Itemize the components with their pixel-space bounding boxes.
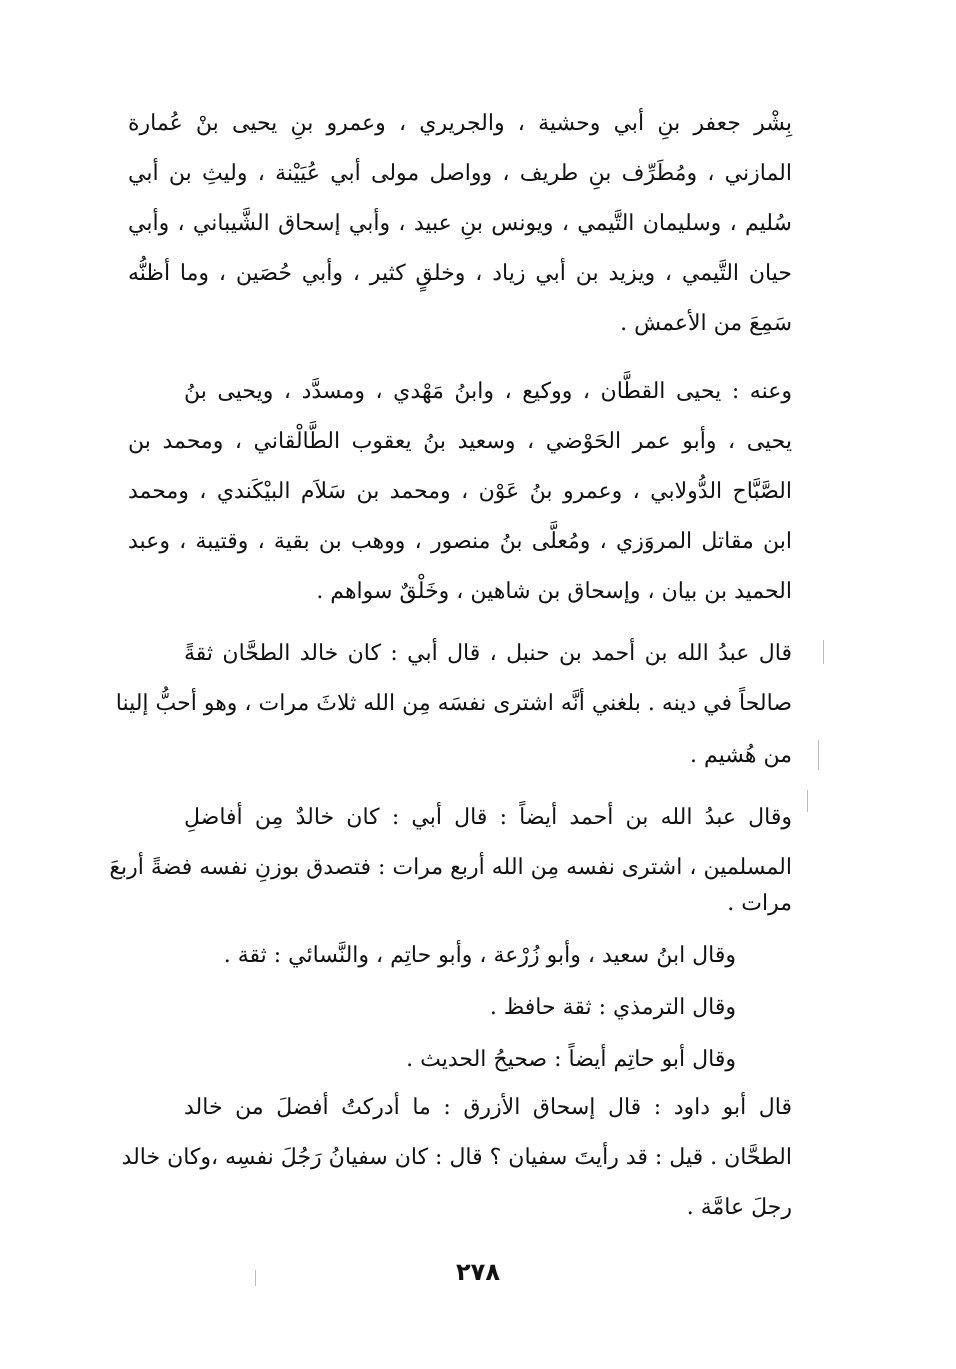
text-line: قال عبدُ الله بن أحمد بن حنبل ، قال أبي : كان خالد الطحَّان ثقةً (184, 641, 792, 666)
text-line: ابن مقاتل المروَزي ، ومُعلَّى بنُ منصور ، ووهب بن بقية ، وقتيبة ، وعبد (128, 529, 792, 554)
text-line: سَمِعَ من الأعمش . (620, 311, 792, 336)
text-line: وقال عبدُ الله بن أحمد أيضاً : قال أبي : كان خالدٌ مِن أفاضلِ (184, 805, 792, 830)
scan-mark (823, 640, 824, 664)
text-line: يحيى ، وأبو عمر الحَوْضي ، وسعيد بنُ يعقوب الطَّالْقاني ، ومحمد بن (128, 429, 792, 454)
text-line: وقال ابنُ سعيد ، وأبو زُرْعة ، وأبو حاتِم ، والنَّسائي : ثقة . (223, 943, 736, 968)
text-line: سُليم ، وسليمان التَّيمي ، ويونس بنِ عبيد ، وأبي إسحاق الشَّيباني ، وأبي (128, 211, 792, 236)
scan-mark (807, 790, 808, 812)
text-line: صالحاً في دينه . بلغني أنَّه اشترى نفسَه مِن الله ثلاثَ مرات ، وهو أحبُّ إلينا (115, 691, 792, 716)
scan-mark (818, 740, 819, 770)
text-line: الصَّبَّاح الدُّولابي ، وعمرو بنُ عَوْن ، ومحمد بن سَلاَم البيْكَندي ، ومحمد (128, 479, 792, 504)
page-number: ٢٧٨ (456, 1258, 500, 1286)
text-line: وعنه : يحيى القطَّان ، ووكيع ، وابنُ مَهْدي ، ومسدَّد ، ويحيى بنُ (184, 379, 792, 404)
text-line: المازني ، ومُطَرِّف بنِ طريف ، وواصل مولى أبي عُيَيْنة ، وليثِ بن أبي (128, 161, 792, 186)
text-line: وقال أبو حاتِم أيضاً : صحيحُ الحديث . (406, 1047, 736, 1072)
text-line: مرات . (727, 891, 792, 916)
text-line: وقال الترمذي : ثقة حافظ . (489, 995, 736, 1020)
text-line: حيان التَّيمي ، ويزيد بن أبي زياد ، وخلقٍ كثير ، وأبي حُصَين ، وما أظنُّه (128, 261, 792, 286)
text-line: بِشْر جعفر بنِ أبي وحشية ، والجريري ، وعمرو بنِ يحيى بنْ عُمارة (128, 111, 792, 136)
text-line: الحميد بن بيان ، وإسحاق بن شاهين ، وخَلْقٌ سواهم . (316, 579, 792, 604)
scan-mark (255, 1270, 256, 1286)
text-line: المسلمين ، اشترى نفسه مِن الله أربع مرات : فتصدق بوزنِ نفسه فضةً أربعَ (109, 855, 792, 880)
text-line: قال أبو داود : قال إسحاق الأزرق : ما أدركتُ أفضلَ من خالد (184, 1095, 792, 1120)
text-line: الطحَّان . قيل : قد رأيتَ سفيان ؟ قال : كان سفيانُ رَجُلَ نفسِه ،وكان خالد (121, 1145, 792, 1170)
text-line: من هُشيم . (689, 743, 792, 768)
text-line: رجلَ عامَّة . (686, 1195, 792, 1220)
